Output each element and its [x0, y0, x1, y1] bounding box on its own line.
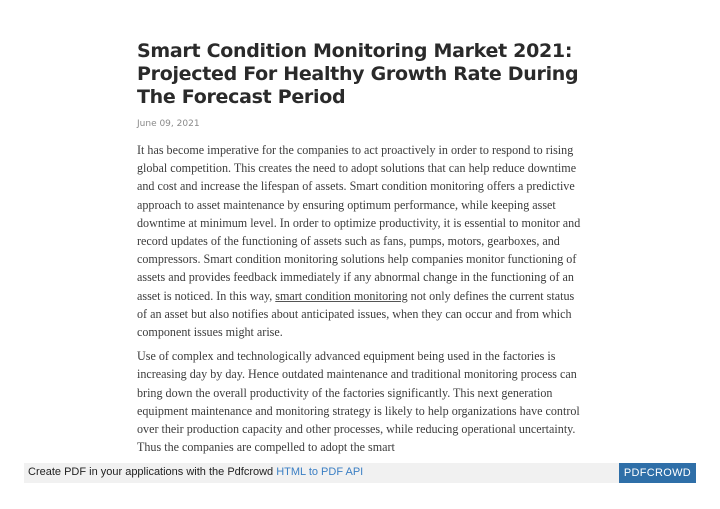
footer-caption: Create PDF in your applications with the Pdfcrowd	[28, 466, 277, 478]
article-date: June 09, 2021	[137, 119, 200, 129]
smart-condition-monitoring-link[interactable]: smart condition monitoring	[275, 288, 408, 303]
html-to-pdf-api-link[interactable]: HTML to PDF API	[276, 466, 364, 478]
paragraph-1-text-start: It has become imperative for the companies to act proactively in order to respond to rising global competition. This creates the need to adopt solutions that can help reduce downtime and cost and increase the lifespan of assets. Smart condition monitoring offers a predictive approach to asset maintenance by ensuring optimum performance, while keeping asset downtime at minimum level. In order to optimize productivity, it is essential to monitor and record updates of the functioning of assets such as fans, pumps, motors, gearboxes, and compressors. Smart condition monitoring solutions help companies monitor functioning of assets and provides feedback immediately if any abnormal change in the functioning of an asset is noticed. In this way,	[137, 143, 581, 303]
article-paragraph-2: Use of complex and technologically advanced equipment being used in the factories is increasing day by day. Hence outdated maintenance and traditional monitoring process can bring down the overall productivity of the factories significantly. This next generation equipment maintenance and monitoring strategy is likely to help organizations have control over their production capacity and other processes, while reducing operational uncertainty. Thus the companies are compelled to adopt the smart	[137, 349, 580, 455]
paragraph-1-text-end: not only defines the current status of an asset but also notifies about anticipated issues, when they can occur and from which component issues might arise.	[137, 288, 575, 340]
article-title: Smart Condition Monitoring Market 2021: Projected For Healthy Growth Rate During The Forecast Period	[137, 40, 579, 108]
footer-text	[28, 466, 363, 478]
pdfcrowd-footer-bar	[24, 463, 696, 483]
pdfcrowd-button[interactable]: PDFCROWD	[619, 463, 696, 483]
article	[137, 40, 587, 456]
article-paragraph-1	[137, 141, 587, 341]
